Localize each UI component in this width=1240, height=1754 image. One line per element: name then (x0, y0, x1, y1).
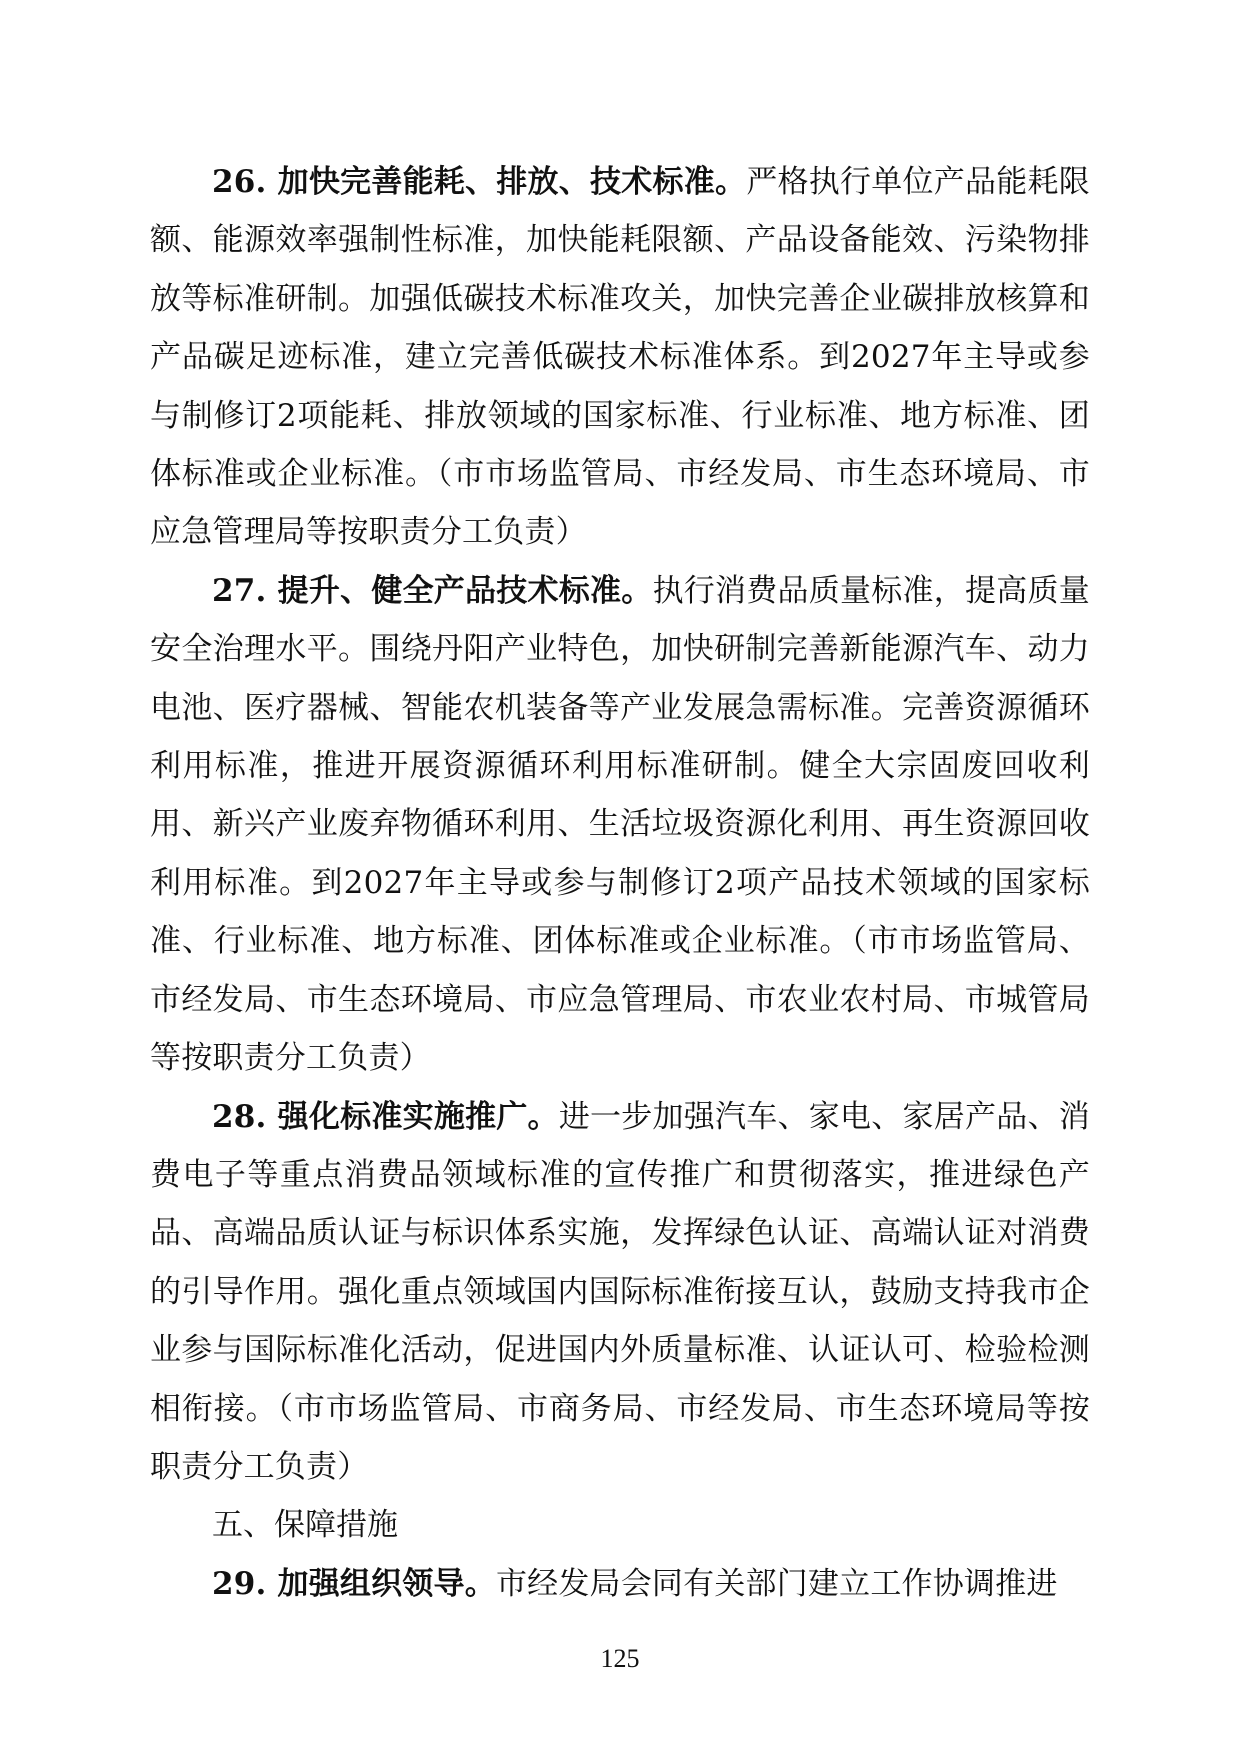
paragraph-body: 严格执行单位产品能耗限额、能源效率强制性标准，加快能耗限额、产品设备能效、污染物排放等标准研制。加强低碳技术标准攻关，加快完善企业碳排放核算和产品碳足迹标准，建立完善低碳技术标准体系。到2027年主导或参与制修订2项能耗、排放领域的国家标准、行业标准、地方标准、团体标准或企业标准。（市市场监管局、市经发局、市生态环境局、市应急管理局等按职责分工负责） (150, 164, 1090, 551)
paragraph-body: 市经发局会同有关部门建立工作协调推进 (495, 1565, 1058, 1602)
paragraph-heading: 26. 加快完善能耗、排放、技术标准。 (212, 164, 747, 200)
page-content (150, 153, 1090, 1613)
section-title: 五、保障措施 (212, 1507, 398, 1544)
paragraph-27 (150, 562, 1090, 1088)
page-number: 125 (600, 1644, 640, 1673)
paragraph-heading: 27. 提升、健全产品技术标准。 (212, 572, 653, 609)
paragraph-heading: 29. 加强组织领导。 (212, 1565, 496, 1602)
paragraph-29 (150, 1555, 1090, 1613)
paragraph-28 (150, 1088, 1090, 1497)
paragraph-body: 进一步加强汽车、家电、家居产品、消费电子等重点消费品领域标准的宣传推广和贯彻落实，推进绿色产品、高端品质认证与标识体系实施，发挥绿色认证、高端认证对消费的引导作用。强化重点领域国内国际标准衔接互认，鼓励支持我市企业参与国际标准化活动，促进国内外质量标准、认证认可、检验检测相衔接。（市市场监管局、市商务局、市经发局、市生态环境局等按职责分工负责） (150, 1098, 1090, 1485)
paragraph-26 (150, 153, 1090, 562)
paragraph-heading: 28. 强化标准实施推广。 (212, 1098, 559, 1135)
paragraph-body: 执行消费品质量标准，提高质量安全治理水平。围绕丹阳产业特色，加快研制完善新能源汽车、动力电池、医疗器械、智能农机装备等产业发展急需标准。完善资源循环利用标准，推进开展资源循环利用标准研制。健全大宗固废回收利用、新兴产业废弃物循环利用、生活垃圾资源化利用、再生资源回收利用标准。到2027年主导或参与制修订2项产品技术领域的国家标准、行业标准、地方标准、团体标准或企业标准。（市市场监管局、市经发局、市生态环境局、市应急管理局、市农业农村局、市城管局等按职责分工负责） (150, 572, 1090, 1077)
